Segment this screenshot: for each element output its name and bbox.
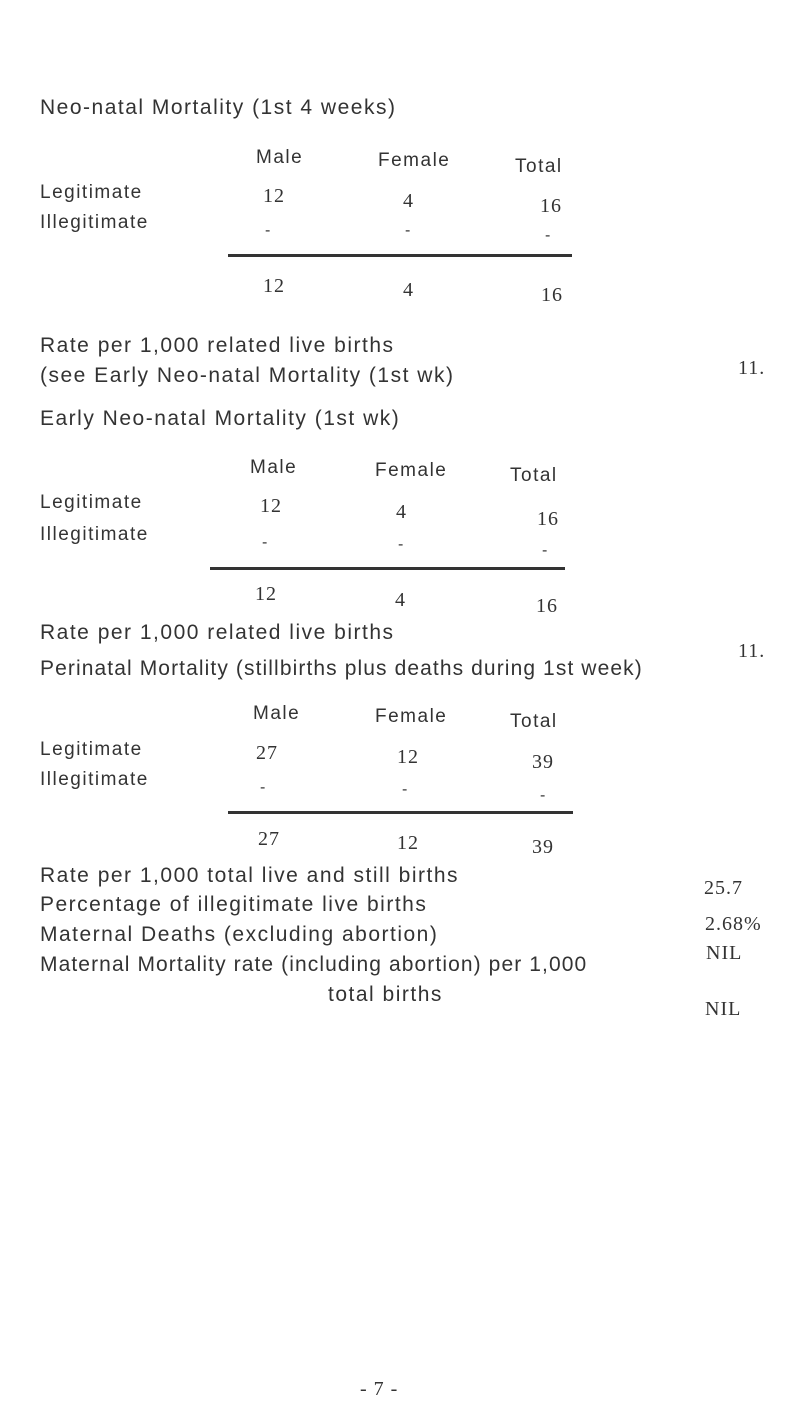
perinatal-illegit-female: -: [402, 781, 409, 798]
early-title: Early Neo-natal Mortality (1st wk): [40, 407, 401, 430]
maternal-rate-value: NIL: [705, 998, 742, 1020]
early-total-rule: [210, 567, 565, 570]
maternal-rate-label: Maternal Mortality rate (including abortion) per 1,000: [40, 953, 588, 976]
early-total-male: 12: [255, 583, 277, 605]
perinatal-total-male: 27: [258, 828, 280, 850]
neonatal-header-female: Female: [378, 150, 451, 171]
perinatal-row-label: Illegitimate: [40, 769, 149, 790]
perinatal-title: Perinatal Mortality (stillbirths plus deaths during 1st week): [40, 657, 643, 680]
early-illegit-total: -: [542, 542, 549, 559]
neonatal-row-label: Legitimate: [40, 182, 143, 203]
early-total-total: 16: [536, 595, 558, 617]
neonatal-total-female: 4: [403, 279, 414, 301]
perinatal-header-female: Female: [375, 706, 448, 727]
perinatal-illegit-total: -: [540, 787, 547, 804]
perinatal-rate-value: 25.7: [704, 877, 743, 899]
perinatal-legit-female: 12: [397, 746, 419, 768]
neonatal-illegit-female: -: [405, 222, 412, 239]
perinatal-rate-label: Rate per 1,000 total live and still births: [40, 864, 460, 887]
neonatal-title: Neo-natal Mortality (1st 4 weeks): [40, 96, 397, 119]
early-rate-label: Rate per 1,000 related live births: [40, 621, 395, 644]
neonatal-rate-label: Rate per 1,000 related live births: [40, 334, 395, 357]
early-legit-male: 12: [260, 495, 282, 517]
neonatal-header-total: Total: [515, 156, 563, 177]
early-header-female: Female: [375, 460, 448, 481]
perinatal-total-rule: [228, 811, 573, 814]
illegitimate-percentage-label: Percentage of illegitimate live births: [40, 893, 428, 916]
early-illegit-male: -: [262, 534, 269, 551]
maternal-rate-label-cont: total births: [328, 983, 443, 1006]
neonatal-row-label: Illegitimate: [40, 212, 149, 233]
perinatal-legit-male: 27: [256, 742, 278, 764]
early-rate-value: 11.: [738, 640, 766, 662]
early-row-label: Illegitimate: [40, 524, 149, 545]
neonatal-illegit-male: -: [265, 222, 272, 239]
early-total-female: 4: [395, 589, 406, 611]
early-header-total: Total: [510, 465, 558, 486]
early-legit-total: 16: [537, 508, 559, 530]
neonatal-legit-female: 4: [403, 190, 414, 212]
perinatal-total-total: 39: [532, 836, 554, 858]
early-header-male: Male: [250, 457, 298, 478]
neonatal-legit-total: 16: [540, 195, 562, 217]
neonatal-header-male: Male: [256, 147, 304, 168]
perinatal-header-total: Total: [510, 711, 558, 732]
early-row-label: Legitimate: [40, 492, 143, 513]
perinatal-header-male: Male: [253, 703, 301, 724]
maternal-deaths-label: Maternal Deaths (excluding abortion): [40, 923, 439, 946]
early-legit-female: 4: [396, 501, 407, 523]
perinatal-total-female: 12: [397, 832, 419, 854]
neonatal-total-male: 12: [263, 275, 285, 297]
neonatal-illegit-total: -: [545, 227, 552, 244]
neonatal-rate-note: (see Early Neo-natal Mortality (1st wk): [40, 364, 455, 387]
perinatal-illegit-male: -: [260, 779, 267, 796]
early-illegit-female: -: [398, 536, 405, 553]
perinatal-row-label: Legitimate: [40, 739, 143, 760]
maternal-deaths-value: NIL: [706, 942, 743, 964]
neonatal-rate-value: 11.: [738, 357, 766, 379]
page-number: - 7 -: [360, 1378, 399, 1400]
perinatal-legit-total: 39: [532, 751, 554, 773]
illegitimate-percentage-value: 2.68%: [705, 913, 762, 935]
neonatal-total-rule: [228, 254, 572, 257]
neonatal-legit-male: 12: [263, 185, 285, 207]
neonatal-total-total: 16: [541, 284, 563, 306]
